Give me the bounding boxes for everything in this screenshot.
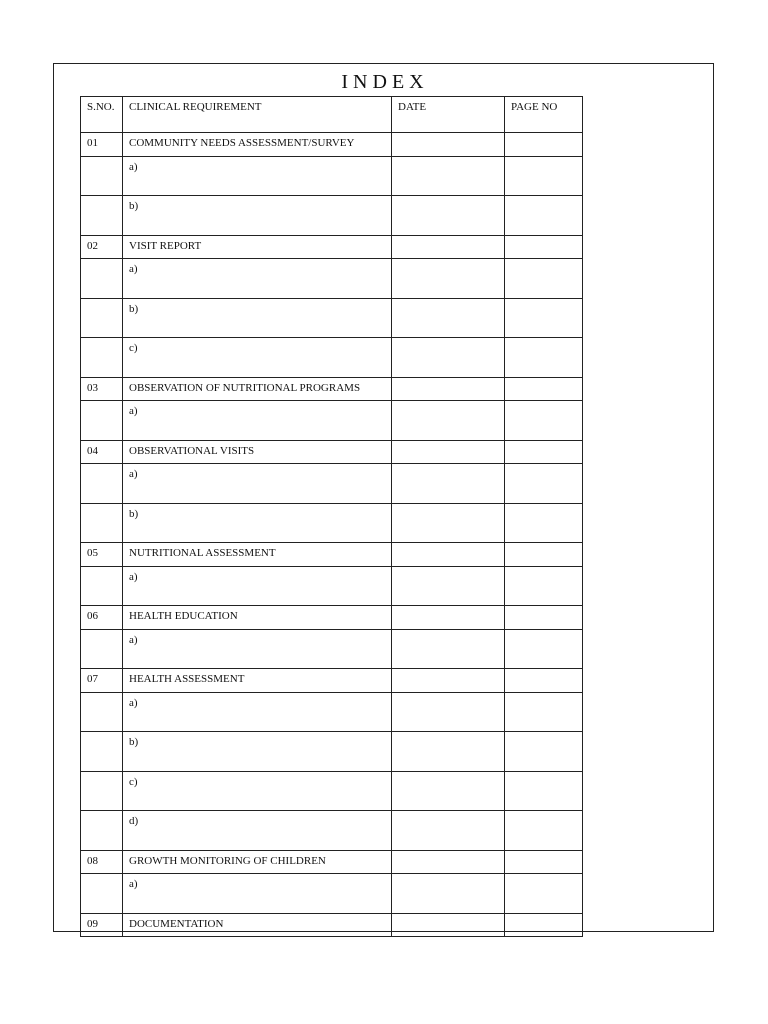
header-page-no: PAGE NO (505, 97, 583, 133)
page-no-cell (505, 338, 583, 378)
date-cell (392, 669, 505, 693)
sub-item-row (81, 732, 583, 772)
page-no-cell (505, 259, 583, 299)
requirement-cell: a) (123, 156, 392, 196)
header-row (81, 97, 583, 133)
sno-cell: 03 (81, 377, 123, 401)
page-title: INDEX (341, 71, 429, 93)
sno-cell (81, 196, 123, 236)
page-no-cell (505, 566, 583, 606)
requirement-cell: HEALTH EDUCATION (123, 606, 392, 630)
date-cell (392, 298, 505, 338)
page-no-cell (505, 732, 583, 772)
sub-item-row (81, 401, 583, 441)
date-cell (392, 377, 505, 401)
requirement-cell: b) (123, 732, 392, 772)
page-no-cell (505, 692, 583, 732)
page-no-cell (505, 874, 583, 914)
header-date: DATE (392, 97, 505, 133)
page-no-cell (505, 235, 583, 259)
requirement-row (81, 850, 583, 874)
requirement-cell: OBSERVATIONAL VISITS (123, 440, 392, 464)
requirement-cell: c) (123, 338, 392, 378)
requirement-cell: a) (123, 464, 392, 504)
page-no-cell (505, 669, 583, 693)
requirement-cell: c) (123, 771, 392, 811)
date-cell (392, 732, 505, 772)
requirement-cell: a) (123, 259, 392, 299)
sub-item-row (81, 503, 583, 543)
page-no-cell (505, 401, 583, 441)
sub-item-row (81, 156, 583, 196)
sub-item-row (81, 771, 583, 811)
requirement-row (81, 440, 583, 464)
index-table (80, 96, 583, 937)
requirement-cell: HEALTH ASSESSMENT (123, 669, 392, 693)
requirement-cell: NUTRITIONAL ASSESSMENT (123, 543, 392, 567)
requirement-row (81, 235, 583, 259)
sub-item-row (81, 464, 583, 504)
sno-cell: 04 (81, 440, 123, 464)
page-no-cell (505, 196, 583, 236)
date-cell (392, 401, 505, 441)
sub-item-row (81, 338, 583, 378)
sno-cell (81, 259, 123, 299)
sno-cell: 09 (81, 913, 123, 937)
requirement-cell: OBSERVATION OF NUTRITIONAL PROGRAMS (123, 377, 392, 401)
header-clinical-requirement: CLINICAL REQUIREMENT (123, 97, 392, 133)
sno-cell (81, 464, 123, 504)
sub-item-row (81, 629, 583, 669)
sno-cell: 01 (81, 133, 123, 157)
requirement-cell: VISIT REPORT (123, 235, 392, 259)
date-cell (392, 440, 505, 464)
page-no-cell (505, 503, 583, 543)
requirement-row (81, 133, 583, 157)
page-no-cell (505, 156, 583, 196)
date-cell (392, 503, 505, 543)
date-cell (392, 235, 505, 259)
date-cell (392, 196, 505, 236)
date-cell (392, 913, 505, 937)
date-cell (392, 566, 505, 606)
date-cell (392, 259, 505, 299)
sub-item-row (81, 874, 583, 914)
header-sno: S.NO. (81, 97, 123, 133)
requirement-row (81, 543, 583, 567)
date-cell (392, 811, 505, 851)
sno-cell (81, 811, 123, 851)
sno-cell (81, 566, 123, 606)
requirement-cell: b) (123, 196, 392, 236)
requirement-cell: DOCUMENTATION (123, 913, 392, 937)
date-cell (392, 338, 505, 378)
page-no-cell (505, 298, 583, 338)
date-cell (392, 692, 505, 732)
page-no-cell (505, 771, 583, 811)
sno-cell: 07 (81, 669, 123, 693)
page-no-cell (505, 913, 583, 937)
index-body (81, 133, 583, 937)
date-cell (392, 156, 505, 196)
requirement-cell: b) (123, 503, 392, 543)
date-cell (392, 543, 505, 567)
page-no-cell (505, 606, 583, 630)
requirement-row (81, 606, 583, 630)
requirement-cell: a) (123, 629, 392, 669)
page-no-cell (505, 133, 583, 157)
requirement-row (81, 377, 583, 401)
date-cell (392, 133, 505, 157)
requirement-cell: a) (123, 874, 392, 914)
sno-cell (81, 692, 123, 732)
date-cell (392, 629, 505, 669)
sub-item-row (81, 259, 583, 299)
sno-cell (81, 874, 123, 914)
date-cell (392, 464, 505, 504)
sno-cell (81, 338, 123, 378)
requirement-cell: COMMUNITY NEEDS ASSESSMENT/SURVEY (123, 133, 392, 157)
requirement-row (81, 913, 583, 937)
page-no-cell (505, 377, 583, 401)
date-cell (392, 850, 505, 874)
page-no-cell (505, 850, 583, 874)
sub-item-row (81, 692, 583, 732)
sno-cell: 08 (81, 850, 123, 874)
requirement-cell: d) (123, 811, 392, 851)
requirement-cell: GROWTH MONITORING OF CHILDREN (123, 850, 392, 874)
sno-cell: 02 (81, 235, 123, 259)
sno-cell (81, 503, 123, 543)
sub-item-row (81, 196, 583, 236)
sno-cell (81, 156, 123, 196)
requirement-cell: a) (123, 692, 392, 732)
sno-cell (81, 629, 123, 669)
requirement-cell: a) (123, 566, 392, 606)
sno-cell (81, 401, 123, 441)
requirement-cell: b) (123, 298, 392, 338)
sno-cell: 06 (81, 606, 123, 630)
page-no-cell (505, 543, 583, 567)
sno-cell: 05 (81, 543, 123, 567)
sno-cell (81, 771, 123, 811)
sub-item-row (81, 298, 583, 338)
page-no-cell (505, 440, 583, 464)
page-no-cell (505, 464, 583, 504)
requirement-row (81, 669, 583, 693)
sub-item-row (81, 566, 583, 606)
page-no-cell (505, 811, 583, 851)
date-cell (392, 771, 505, 811)
sub-item-row (81, 811, 583, 851)
requirement-cell: a) (123, 401, 392, 441)
page-no-cell (505, 629, 583, 669)
sno-cell (81, 298, 123, 338)
sno-cell (81, 732, 123, 772)
date-cell (392, 874, 505, 914)
date-cell (392, 606, 505, 630)
